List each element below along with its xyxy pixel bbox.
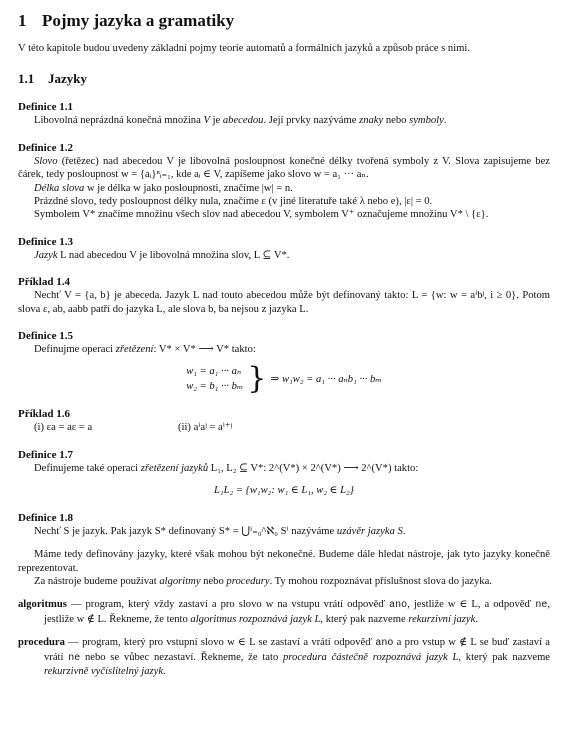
right-brace-icon: } (247, 361, 267, 397)
definition-heading: Definice 1.7 (18, 448, 73, 461)
definition-1-2 (18, 141, 550, 222)
example-heading: Příklad 1.4 (18, 276, 70, 289)
example-item-i: (i) εa = aε = a (34, 422, 93, 434)
body-paragraph: Za nástroje budeme používat algoritmy nebo procedury. Ty mohou rozpoznávat příslušnost slova do jazyka. (34, 575, 492, 587)
document-page (18, 10, 550, 678)
definition-1-1 (18, 100, 550, 127)
example-text: Nechť V = {a, b} je abeceda. Jazyk L nad touto abecedou může být definovaný takto: L = {w: w = aⁱbʲ, i ≥ 0}. Potom slova ε, ab, aabb patří do jazyka L, ale slova b, ba nejsou z jazyka L. (18, 290, 550, 315)
section-title: 1 Pojmy jazyka a gramatiky (18, 11, 235, 30)
definition-heading: Definice 1.8 (18, 511, 73, 524)
definition-1-8 (18, 511, 550, 538)
concatenation-equation: w₁ = a₁ ··· aₙ w₂ = b₁ ··· bₘ } ⇒ w₁w₂ = a₁ ··· aₙb₁ ··· bₘ (186, 361, 382, 397)
language-concatenation-equation: L₁L₂ = {w₁w₂: w₁ ∈ L₁, w₂ ∈ L₂} (214, 485, 354, 497)
intro-paragraph: V této kapitole budou uvedeny základní pojmy teorie automatů a formálních jazyků a způsob práce s nimi. (18, 43, 470, 54)
definition-text: Libovolná neprázdná konečná množina V je abecedou. Její prvky nazýváme znaky nebo symboly. (34, 115, 447, 127)
definition-heading: Definice 1.2 (18, 141, 73, 154)
definition-text: Definujeme také operaci zřetězení jazyků L₁, L₂ ⊆ V*: 2^(V*) × 2^(V*) ⟶ 2^(V*) takto: (34, 462, 419, 474)
example-item-ii: (ii) aⁱaʲ = aⁱ⁺ʲ (178, 422, 233, 434)
body-paragraph: Máme tedy definovány jazyky, které však mohou být nekonečné. Budeme dále hledat nástroje, jak tyto jazyky konečně reprezentovat. (18, 549, 550, 574)
definition-1-5 (18, 329, 550, 397)
definition-1-3 (18, 235, 550, 262)
definition-heading: Definice 1.5 (18, 330, 73, 343)
example-heading: Příklad 1.6 (18, 408, 70, 421)
definition-text: Definujme operaci zřetězení: V* × V* ⟶ V* takto: (34, 344, 256, 356)
definition-text: Prázdné slovo, tedy posloupnost délky nula, značíme ε (v jiné literatuře také λ nebo e), |ε| = 0. (34, 196, 433, 208)
definition-text: Slovo (řetězec) nad abecedou V je libovolná posloupnost konečné délky tvořená symboly z V. Slova zapisujeme bez čárek, tedy posloupnost w = {aᵢ}ⁿᵢ₌₁, kde aᵢ ∈ V, zapíšeme jako slovo w = a₁ ··· aₙ. (18, 155, 550, 181)
definition-text: Nechť S je jazyk. Pak jazyk S* definovaný S* = ⋃ⁱ₌₀^ℵ₀ Sⁱ nazýváme uzávěr jazyka S. (34, 525, 406, 537)
definition-text: Délka slova w je délka w jako posloupnosti, značíme |w| = n. (34, 182, 293, 194)
definition-heading: Definice 1.1 (18, 101, 73, 114)
definition-1-7 (18, 448, 550, 498)
definition-heading: Definice 1.3 (18, 235, 73, 248)
example-1-6 (18, 407, 550, 434)
definition-text: Jazyk L nad abecedou V je libovolná množina slov, L ⊆ V*. (34, 249, 290, 261)
subsection-title: 1.1 Jazyky (18, 71, 87, 87)
algorithm-description: algoritmus — program, který vždy zastaví a pro slovo w na vstupu vrátí odpověď ano, jestliže w ∈ L, a odpověď ne, jestliže w ∉ L. Řekneme, že tento algoritmus rozpoznává jazyk L, který pak nazveme rekurzivní jazyk. (18, 599, 550, 625)
definition-text: Symbolem V* značíme množinu všech slov nad abecedou V, symbolem V⁺ označujeme množinu V* \ {ε}. (34, 209, 489, 221)
procedure-description: procedura — program, který pro vstupní slovo w ∈ L se zastaví a vrátí odpověď ano a pro vstup w ∉ L se buď zastaví a vrátí ne nebo se vůbec nezastaví. Řekneme, že tato procedura částečně rozpoznává jazyk L, který pak nazveme rekurzivně vyčíslitelný jazyk. (18, 637, 551, 677)
example-1-4 (18, 275, 550, 316)
